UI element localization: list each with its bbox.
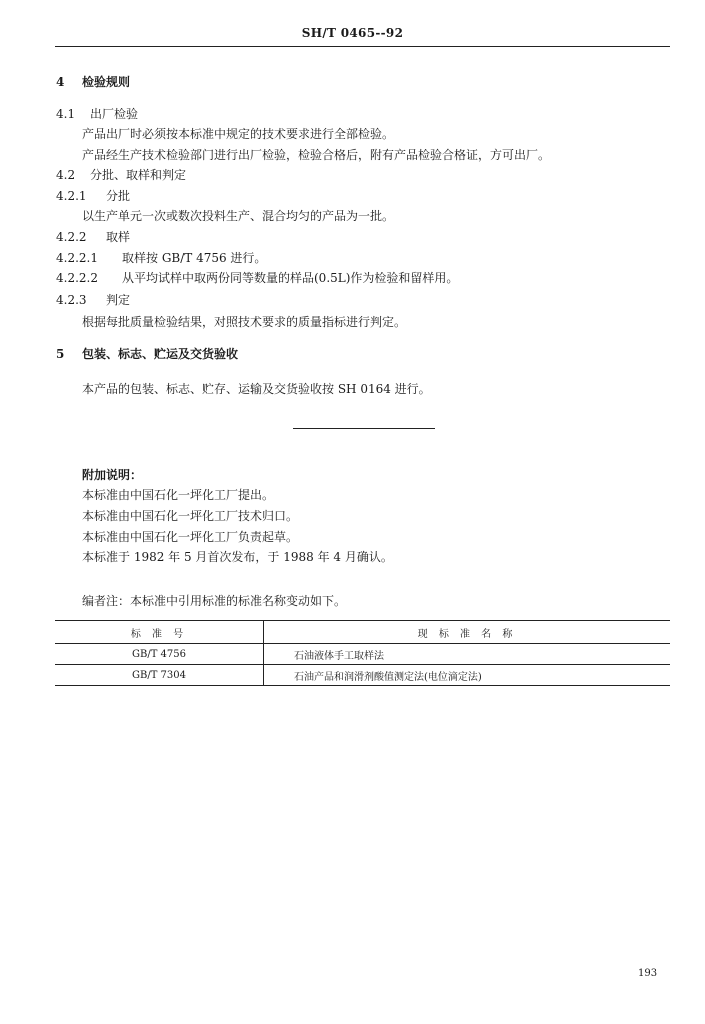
- cell-standard-name: 石油产品和润滑剂酸值测定法(电位滴定法): [264, 665, 671, 686]
- section-title: 取样: [106, 230, 131, 244]
- section-4-heading: [56, 74, 130, 90]
- notes-line: 本标准于 1982 年 5 月首次发布，于 1988 年 4 月确认。: [82, 550, 393, 564]
- section-4-2-2-heading: [56, 229, 130, 245]
- section-number: 4.2.2.2: [56, 271, 98, 285]
- section-4-2-heading: [56, 167, 186, 183]
- paragraph: 以生产单元一次或数次投料生产、混合均匀的产品为一批。: [82, 209, 395, 223]
- section-text: 从平均试样中取两份同等数量的样品(0.5L)作为检验和留样用。: [122, 271, 459, 285]
- section-5-heading: [56, 346, 238, 362]
- table-row: [55, 644, 670, 665]
- header-standard-number: 标 准 号: [55, 621, 264, 644]
- section-number: 4.2.2.1: [56, 251, 98, 265]
- table-header-row: [55, 621, 670, 644]
- cell-standard-name: 石油液体手工取样法: [264, 644, 671, 665]
- section-number: 4.1: [56, 107, 76, 121]
- section-title: 分批、取样和判定: [90, 168, 187, 182]
- section-number: 4.2.3: [56, 293, 87, 307]
- section-number: 4.2.1: [56, 189, 87, 203]
- section-number: 4.2: [56, 168, 76, 182]
- notes-line: 本标准由中国石化一坪化工厂提出。: [82, 488, 275, 502]
- section-4-2-2-1: [56, 250, 266, 266]
- paragraph: 根据每批质量检验结果，对照技术要求的质量指标进行判定。: [82, 315, 407, 329]
- section-4-2-1-heading: [56, 188, 130, 204]
- reference-standards-table: [55, 620, 670, 686]
- paragraph: 本产品的包装、标志、贮存、运输及交货验收按 SH 0164 进行。: [82, 382, 431, 396]
- section-4-2-3-heading: [56, 292, 130, 308]
- section-4-2-2-2: [56, 270, 458, 286]
- editor-note: 编者注：本标准中引用标准的标准名称变动如下。: [82, 594, 347, 608]
- page-number: 193: [638, 968, 658, 979]
- section-number: 5: [56, 347, 65, 361]
- notes-line: 本标准由中国石化一坪化工厂技术归口。: [82, 509, 299, 523]
- paragraph: 产品经生产技术检验部门进行出厂检验，检验合格后，附有产品检验合格证，方可出厂。: [82, 148, 551, 162]
- paragraph: 产品出厂时必须按本标准中规定的技术要求进行全部检验。: [82, 127, 395, 141]
- section-number: 4: [56, 75, 65, 89]
- section-text: 取样按 GB/T 4756 进行。: [122, 251, 267, 265]
- section-title: 出厂检验: [90, 107, 139, 121]
- page-header: SH/T 0465--92: [301, 26, 404, 40]
- header-rule: [55, 46, 670, 47]
- section-title: 判定: [106, 293, 131, 307]
- section-title: 检验规则: [82, 75, 131, 89]
- notes-title: 附加说明：: [82, 468, 143, 482]
- section-title: 分批: [106, 189, 131, 203]
- section-number: 4.2.2: [56, 230, 87, 244]
- header-current-name: 现 标 准 名 称: [264, 621, 671, 644]
- cell-standard-number: GB/T 7304: [55, 665, 264, 686]
- table-row: [55, 665, 670, 686]
- notes-line: 本标准由中国石化一坪化工厂负责起草。: [82, 530, 299, 544]
- section-4-1-heading: [56, 106, 138, 122]
- end-divider: [293, 428, 435, 429]
- section-title: 包装、标志、贮运及交货验收: [82, 347, 239, 361]
- cell-standard-number: GB/T 4756: [55, 644, 264, 665]
